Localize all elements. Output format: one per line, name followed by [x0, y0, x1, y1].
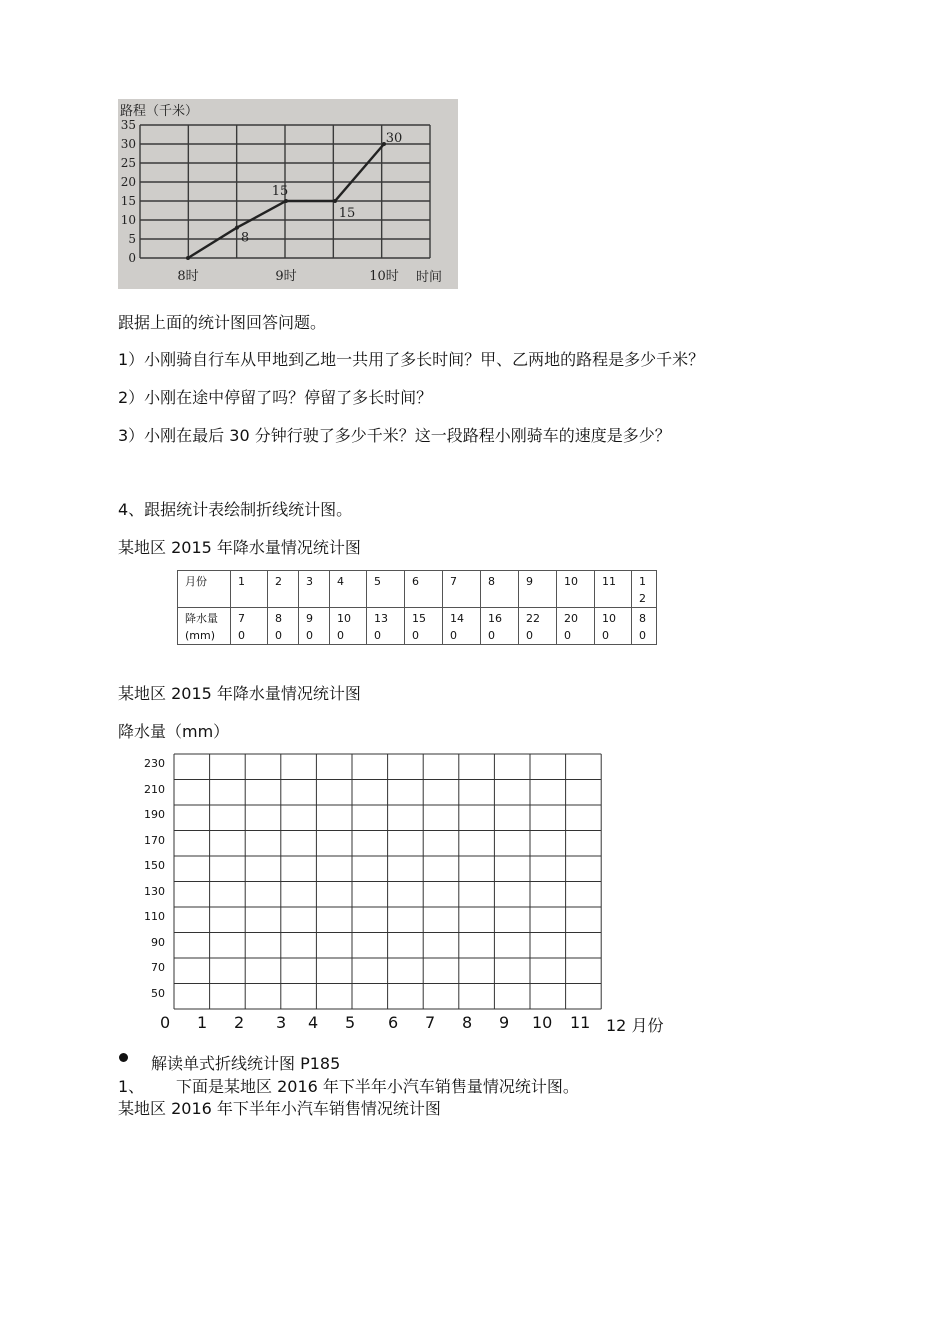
grid-x-tick-label: 12 月份	[606, 1016, 664, 1035]
grid-x-tick-label: 8	[462, 1013, 473, 1032]
chart-title: 某地区 2015 年降水量情况统计图	[118, 684, 361, 703]
blank-grid-chart	[120, 753, 680, 1043]
grid-y-tick-label: 130	[144, 884, 165, 898]
table-cell-month: 5	[367, 571, 405, 608]
photo-y-tick-label: 20	[120, 175, 136, 189]
table-cell-rainfall: 22 0	[519, 608, 557, 645]
table-cell-month: 4	[330, 571, 367, 608]
grid-x-tick-label: 1	[197, 1013, 208, 1032]
photo-data-point	[186, 256, 190, 260]
task-4-heading: 4、跟据统计表绘制折线统计图。	[118, 500, 353, 519]
photo-data-label: 15	[338, 206, 356, 221]
bullet-text: 解读单式折线统计图 P185	[151, 1054, 341, 1073]
photo-data-point	[284, 199, 288, 203]
photo-data-label: 15	[271, 184, 289, 199]
sales-chart-title: 某地区 2016 年下半年小汽车销售情况统计图	[118, 1099, 441, 1118]
table-cell-month: 7	[443, 571, 481, 608]
table-cell-rainfall: 20 0	[557, 608, 595, 645]
grid-x-tick-label: 7	[425, 1013, 436, 1032]
table-header-rainfall: 降水量 (mm)	[178, 608, 231, 645]
photo-y-tick-label: 15	[120, 194, 136, 208]
table-cell-month: 1	[231, 571, 268, 608]
grid-x-tick-label: 6	[388, 1013, 399, 1032]
question-2: 2）小刚在途中停留了吗？停留了多长时间？	[118, 388, 433, 407]
table-cell-rainfall: 7 0	[231, 608, 268, 645]
grid-x-tick-label: 3	[276, 1013, 287, 1032]
item-1-text: 下面是某地区 2016 年下半年小汽车销售量情况统计图。	[176, 1077, 579, 1096]
table-cell-rainfall: 8 0	[268, 608, 299, 645]
grid-x-tick-label: 2	[234, 1013, 245, 1032]
table-cell-month: 6	[405, 571, 443, 608]
table-cell-rainfall: 9 0	[299, 608, 330, 645]
table-cell-rainfall: 8 0	[632, 608, 657, 645]
distance-time-chart-photo	[118, 99, 458, 289]
photo-x-tick-label: 10时	[369, 269, 399, 284]
table-cell-month: 9	[519, 571, 557, 608]
grid-x-tick-label: 9	[499, 1013, 510, 1032]
photo-data-label: 30	[385, 131, 403, 146]
table-cell-rainfall: 10 0	[330, 608, 367, 645]
table-header-month: 月份	[178, 571, 231, 608]
photo-x-tick-label: 8时	[177, 269, 199, 284]
grid-x-tick-label: 11	[570, 1013, 591, 1032]
grid-x-tick-label: 0	[160, 1013, 171, 1032]
photo-data-label: 8	[240, 230, 250, 246]
distance-time-chart	[118, 99, 458, 289]
table-cell-rainfall: 10 0	[595, 608, 632, 645]
photo-y-tick-label: 35	[120, 118, 136, 132]
bullet-icon	[119, 1053, 128, 1062]
table-cell-month: 8	[481, 571, 519, 608]
table-row-months	[178, 571, 657, 608]
grid-y-tick-label: 210	[144, 782, 165, 796]
table-cell-rainfall: 15 0	[405, 608, 443, 645]
photo-x-tick-label: 9时	[275, 269, 297, 284]
grid-x-tick-label: 10	[532, 1013, 553, 1032]
photo-data-point	[235, 226, 239, 230]
chart-y-axis-label: 降水量（mm）	[118, 722, 230, 741]
photo-y-tick-label: 25	[120, 156, 136, 170]
grid-x-tick-label: 4	[308, 1013, 319, 1032]
photo-y-tick-label: 0	[128, 251, 136, 265]
table-cell-month: 10	[557, 571, 595, 608]
grid-y-tick-label: 170	[144, 833, 165, 847]
intro-text: 跟据上面的统计图回答问题。	[118, 313, 327, 332]
blank-grid	[120, 753, 680, 1013]
photo-y-axis-label: 路程（千米）	[120, 104, 199, 119]
table-title: 某地区 2015 年降水量情况统计图	[118, 538, 361, 557]
rainfall-table	[177, 570, 657, 645]
question-1: 1）小刚骑自行车从甲地到乙地一共用了多长时间？甲、乙两地的路程是多少千米？	[118, 350, 705, 369]
photo-y-tick-label: 30	[120, 137, 136, 151]
table-cell-month: 11	[595, 571, 632, 608]
grid-y-tick-label: 90	[151, 935, 165, 949]
table-cell-rainfall: 13 0	[367, 608, 405, 645]
photo-y-tick-label: 10	[120, 213, 136, 227]
table-cell-month: 1 2	[632, 571, 657, 608]
grid-y-tick-label: 150	[144, 859, 165, 872]
grid-x-tick-label: 5	[345, 1013, 356, 1032]
item-1-number: 1、	[118, 1077, 145, 1096]
table-row-rainfall	[178, 608, 657, 645]
grid-y-tick-label: 50	[151, 986, 165, 1000]
grid-y-tick-label: 110	[144, 910, 165, 923]
table-cell-month: 3	[299, 571, 330, 608]
grid-y-tick-label: 190	[144, 808, 165, 821]
photo-data-point	[333, 199, 337, 203]
table-cell-month: 2	[268, 571, 299, 608]
grid-y-tick-label: 230	[144, 757, 165, 770]
grid-y-tick-label: 70	[151, 961, 165, 974]
photo-y-tick-label: 5	[128, 232, 136, 246]
table-cell-rainfall: 16 0	[481, 608, 519, 645]
question-3: 3）小刚在最后 30 分钟行驶了多少千米？这一段路程小刚骑车的速度是多少？	[118, 426, 671, 445]
photo-x-axis-label: 时间	[416, 270, 443, 285]
table-cell-rainfall: 14 0	[443, 608, 481, 645]
